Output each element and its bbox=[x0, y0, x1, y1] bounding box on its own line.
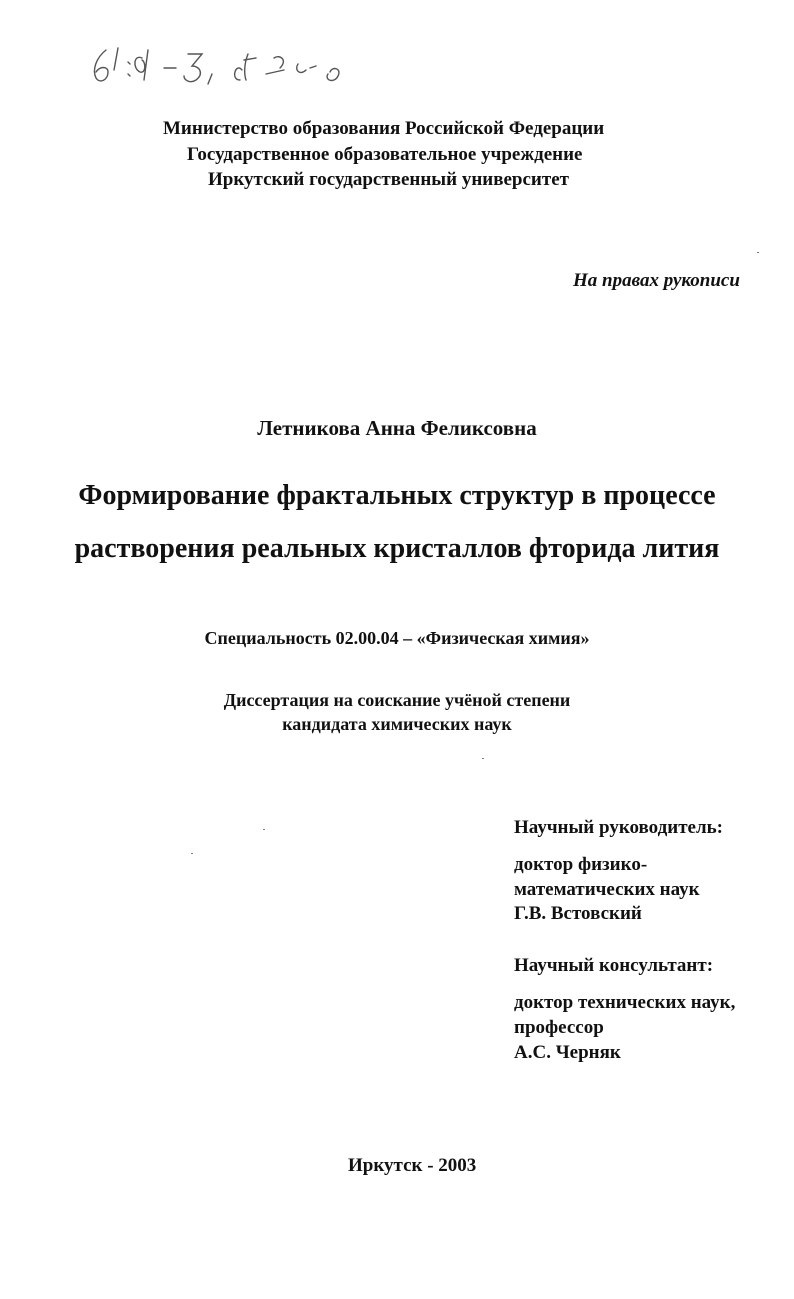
supervisor-heading: Научный руководитель: bbox=[514, 817, 723, 838]
dissertation-title-line-2: растворения реальных кристаллов фторида лития bbox=[74, 533, 720, 564]
city-year: Иркутск - 2003 bbox=[348, 1155, 477, 1176]
consultant-heading: Научный консультант: bbox=[514, 955, 714, 976]
consultant-degree-line-2: профессор bbox=[514, 1017, 604, 1038]
handwritten-archive-mark bbox=[84, 40, 444, 100]
author-name: Летникова Анна Феликсовна bbox=[257, 416, 537, 440]
supervisor-degree-line-2: математических наук bbox=[514, 879, 700, 900]
scan-speck bbox=[191, 853, 193, 854]
scan-speck bbox=[757, 252, 759, 253]
consultant-name: А.С. Черняк bbox=[514, 1042, 621, 1063]
specialty: Специальность 02.00.04 – «Физическая химия» bbox=[204, 628, 590, 648]
dissertation-title-line-1: Формирование фрактальных структур в процессе bbox=[78, 480, 716, 511]
supervisor-name: Г.В. Встовский bbox=[514, 903, 642, 924]
institution-ministry: Министерство образования Российской Федерации bbox=[163, 118, 605, 139]
consultant-degree-line-1: доктор технических наук, bbox=[514, 992, 736, 1013]
institution-type: Государственное образовательное учреждение bbox=[187, 144, 583, 165]
scan-speck bbox=[482, 758, 484, 759]
manuscript-rights-note: На правах рукописи bbox=[573, 270, 740, 291]
supervisor-degree-line-1: доктор физико- bbox=[514, 854, 648, 875]
degree-line-1: Диссертация на соискание учёной степени bbox=[223, 690, 571, 710]
institution-university: Иркутский государственный университет bbox=[208, 169, 569, 190]
scan-speck bbox=[263, 829, 265, 830]
degree-line-2: кандидата химических наук bbox=[282, 714, 512, 734]
